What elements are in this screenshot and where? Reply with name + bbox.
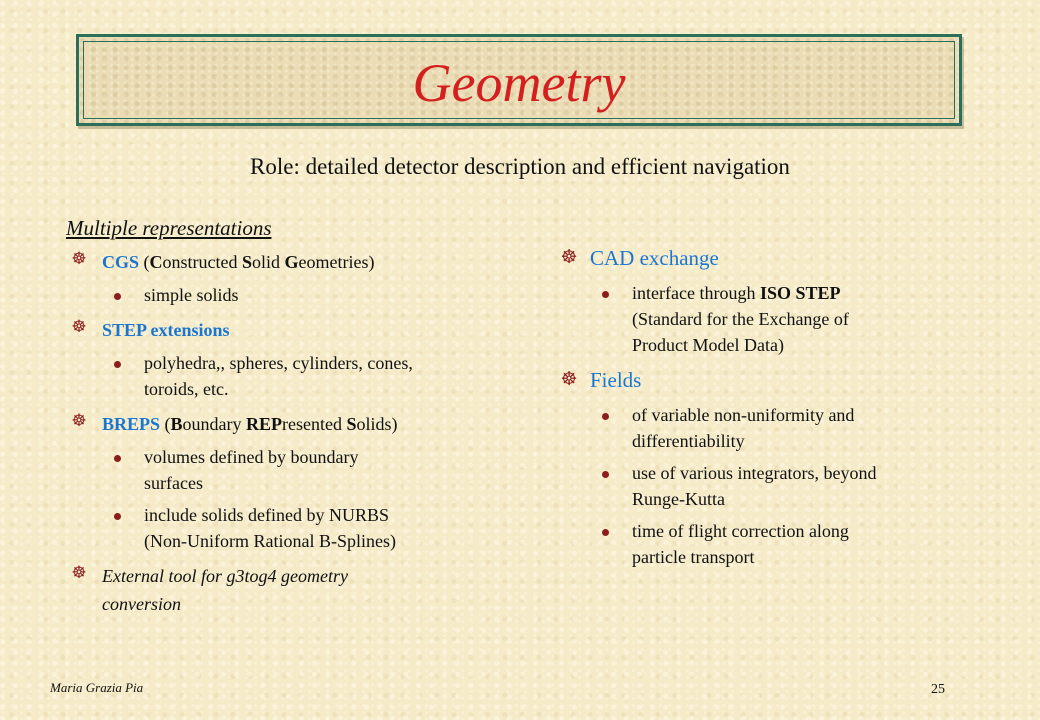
text-part: S [346,414,357,434]
bullet-text [102,562,526,618]
wheel-bullet-icon: ☸ [560,368,578,390]
sub-bullet-text [144,350,526,402]
text-part: resented [282,414,347,434]
text-line: time of flight correction along [632,521,849,541]
sub-bullet-text [144,502,526,554]
text-part: interface through [632,283,760,303]
text-line: use of various integrators, beyond [632,463,877,483]
text-line: differentiability [632,431,745,451]
sub-bullet-text [632,460,976,512]
text-line: volumes defined by boundary [144,447,359,467]
sub-bullet [556,280,976,358]
sub-bullet [66,502,526,554]
text-line: conversion [102,594,181,614]
bullet-text: Fields [590,368,642,392]
text-line: toroids, etc. [144,379,229,399]
text-line: Product Model Data) [632,335,784,355]
text-part: eometries) [298,252,375,272]
text-part: oundary [182,414,247,434]
page-number: 25 [931,682,945,697]
bullet-item-fields [556,364,976,396]
acronym: BREPS [102,414,161,434]
sub-bullet [66,444,526,496]
footer-author: Maria Grazia Pia [50,680,144,695]
text-line: include solids defined by NURBS [144,505,389,525]
text-part: onstructed [162,252,242,272]
text-part: B [170,414,183,434]
sub-bullet [66,350,526,402]
wheel-bullet-icon: ☸ [71,249,87,269]
bullet-item-cgs [66,248,526,276]
bullet-text: STEP extensions [102,320,230,340]
bullet-item-step [66,316,526,344]
dot-bullet-icon [602,529,609,536]
sub-bullet-text [632,280,976,358]
text-line: surfaces [144,473,203,493]
sub-bullet-text: simple solids [144,285,239,305]
text-part: G [284,252,299,272]
sub-bullet-text [144,444,526,496]
sub-bullet [66,282,526,308]
bullet-text [102,410,526,438]
text-line: External tool for g3tog4 geometry [102,566,348,586]
text-line: Runge-Kutta [632,489,725,509]
sub-bullet [556,460,976,512]
slide-title: Geometry [412,53,626,113]
text-part: ( [139,252,150,272]
text-part: ( [160,414,171,434]
text-line: (Non-Uniform Rational B-Splines) [144,531,396,551]
text-line: of variable non-uniformity and [632,405,855,425]
wheel-bullet-icon: ☸ [71,411,87,431]
title-box [76,34,962,126]
text-part: REP [246,414,283,434]
wheel-bullet-icon: ☸ [560,246,578,268]
acronym: CGS [102,252,140,272]
sub-bullet-text [632,518,976,570]
dot-bullet-icon [114,513,121,520]
dot-bullet-icon [114,455,121,462]
wheel-bullet-icon: ☸ [71,563,87,583]
text-part: S [242,252,253,272]
dot-bullet-icon [114,361,121,368]
bullet-text: CAD exchange [590,246,719,270]
dot-bullet-icon [602,413,609,420]
text-part: ISO STEP [759,283,841,303]
sub-bullet [556,402,976,454]
text-line [632,280,976,306]
right-column [556,238,976,570]
section-heading: Multiple representations [66,216,272,240]
wheel-bullet-icon: ☸ [71,317,87,337]
text-part: olids) [356,414,398,434]
left-column [66,214,526,618]
sub-bullet-text [632,402,976,454]
dot-bullet-icon [602,471,609,478]
bullet-text [102,248,526,276]
bullet-item-external-tool [66,562,526,618]
bullet-item-cad-exchange [556,242,976,274]
sub-bullet [556,518,976,570]
text-part: olid [252,252,285,272]
text-line: polyhedra,, spheres, cylinders, cones, [144,353,413,373]
slide-subtitle: Role: detailed detector description and efficient navigation [250,154,790,179]
text-line: particle transport [632,547,755,567]
text-line: (Standard for the Exchange of [632,309,849,329]
text-part: C [149,252,163,272]
dot-bullet-icon [602,291,609,298]
bullet-item-breps [66,410,526,438]
dot-bullet-icon [114,293,121,300]
